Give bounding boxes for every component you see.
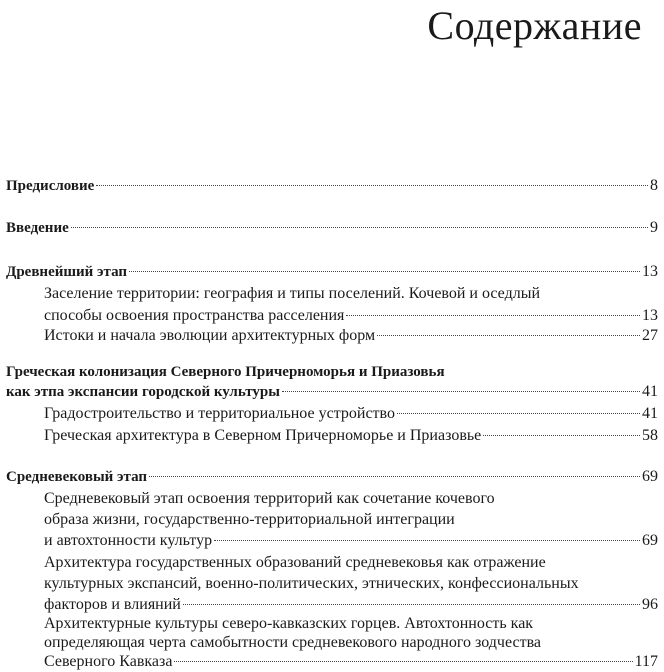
toc-entry-medieval-stage[interactable] bbox=[6, 467, 658, 487]
toc-entry-title-line: определяющая черта самобытности средневекового народного зодчества bbox=[44, 634, 542, 651]
toc-entry-title-line: Архитектура государственных образований средневековья как отражение bbox=[44, 554, 546, 571]
toc-entry-greek-colonization[interactable] bbox=[6, 362, 658, 404]
toc-entry-title-line: Архитектурные культуры северо-кавказских горцев. Автохтонность как bbox=[44, 615, 534, 632]
toc-entry-title-line: культурных экспансий, военно-политических, этнических, конфессиональных bbox=[44, 575, 579, 592]
toc-entry-title: способы освоения пространства расселения bbox=[44, 307, 345, 324]
toc-entry-title: Истоки и начала эволюции архитектурных форм bbox=[44, 327, 376, 344]
toc-entry-title: Средневековый этап bbox=[6, 469, 148, 485]
dot-leader bbox=[96, 185, 648, 186]
toc-entry-title: Градостроительство и территориальное устройство bbox=[44, 405, 395, 422]
toc-page-number: 117 bbox=[634, 653, 658, 670]
toc-entry-title: как этпа экспансии городской культуры bbox=[6, 384, 280, 400]
toc-page-number: 41 bbox=[642, 405, 658, 422]
toc-entry-origins[interactable] bbox=[44, 326, 658, 346]
toc-page-number: 69 bbox=[642, 468, 658, 485]
toc-entry-title: Древнейший этап bbox=[6, 264, 128, 280]
toc-entry-title: Северного Кавказа bbox=[44, 653, 173, 670]
toc-page-number: 13 bbox=[642, 307, 658, 324]
toc-entry-state-architecture[interactable] bbox=[44, 553, 658, 617]
toc-entry-medieval-development[interactable] bbox=[44, 489, 658, 553]
toc-entry-title: и автохтонности культур bbox=[44, 532, 213, 549]
dot-leader bbox=[397, 413, 640, 414]
toc-page-number: 41 bbox=[642, 383, 658, 400]
dot-leader bbox=[214, 540, 640, 541]
toc-entry-title-line: Средневековый этап освоения территорий как сочетание кочевого bbox=[44, 490, 495, 507]
dot-leader bbox=[483, 435, 640, 436]
toc-page-number: 58 bbox=[642, 427, 658, 444]
toc-entry-settlement[interactable] bbox=[44, 284, 658, 326]
toc-entry-ancient-stage[interactable] bbox=[6, 262, 658, 282]
dot-leader bbox=[129, 271, 640, 272]
dot-leader bbox=[282, 391, 640, 392]
dot-leader bbox=[346, 315, 640, 316]
toc-page-number: 69 bbox=[642, 532, 658, 549]
dot-leader bbox=[174, 661, 632, 662]
toc-entry-preface[interactable] bbox=[6, 176, 658, 196]
toc-page-number: 13 bbox=[642, 263, 658, 280]
toc-entry-title: Предисловие bbox=[6, 178, 95, 194]
toc-entry-title-line: образа жизни, государственно-территориальной интеграции bbox=[44, 511, 455, 528]
dot-leader bbox=[71, 227, 648, 228]
toc-entry-title: факторов и влияний bbox=[44, 596, 181, 613]
toc-page-number: 9 bbox=[650, 219, 658, 236]
toc-page-number: 8 bbox=[650, 177, 658, 194]
toc-entry-greek-architecture[interactable] bbox=[44, 426, 658, 446]
toc-entry-title-line: Греческая колонизация Северного Причерноморья и Приазовья bbox=[6, 364, 445, 380]
toc-entry-caucasus-highlanders[interactable] bbox=[44, 614, 658, 672]
toc-entry-title-line: Заселение территории: география и типы поселений. Кочевой и оседлый bbox=[44, 285, 541, 302]
toc-entry-introduction[interactable] bbox=[6, 218, 658, 238]
toc-entry-title: Введение bbox=[6, 220, 69, 236]
toc-page-number: 27 bbox=[642, 327, 658, 344]
dot-leader bbox=[183, 604, 640, 605]
dot-leader bbox=[149, 476, 640, 477]
toc-entry-urban-planning[interactable] bbox=[44, 404, 658, 424]
dot-leader bbox=[377, 335, 640, 336]
toc-page-number: 96 bbox=[642, 596, 658, 613]
page-title: Содержание bbox=[427, 3, 642, 48]
toc-entry-title: Греческая архитектура в Северном Причерноморье и Приазовье bbox=[44, 427, 482, 444]
